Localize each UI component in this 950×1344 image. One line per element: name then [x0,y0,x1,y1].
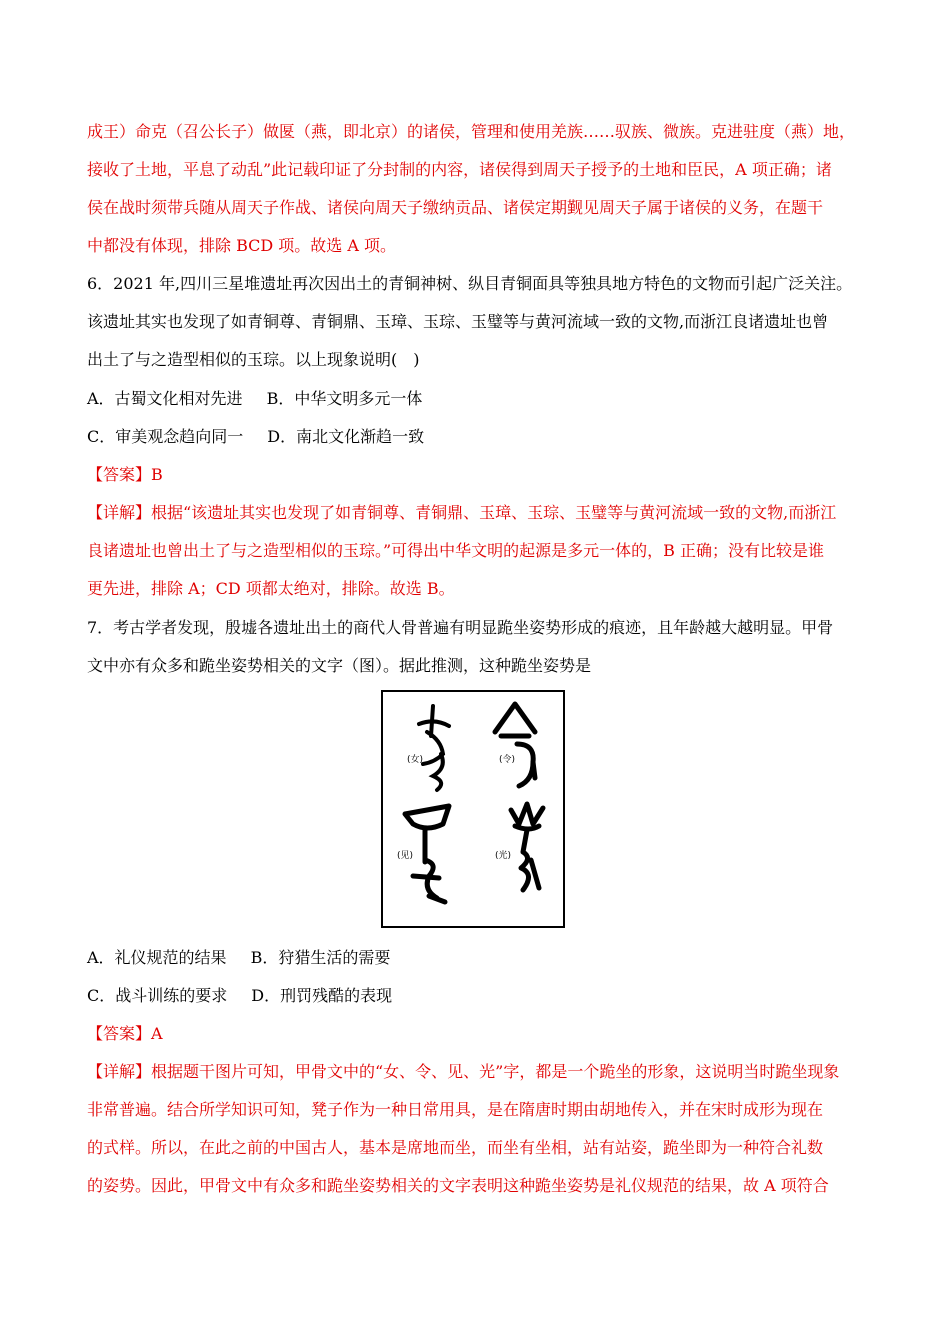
question-6-detail: 【详解】根据“该遗址其实也发现了如青铜尊、青铜鼎、玉璋、玉琮、玉璧等与黄河流域一致的文物,而浙江 [87,503,837,522]
question-6-detail: 良诸遗址也曾出土了与之造型相似的玉琮。”可得出中华文明的起源是多元一体的，B 正确；没有比较是谁 [87,541,825,560]
glyph-label-ling: (令) [499,755,516,765]
option-a: A．礼仪规范的结果 [87,948,227,967]
question-7-detail: 非常普遍。结合所学知识可知，凳子作为一种日常用具，是在隋唐时期由胡地传入，并在宋时成形为现在 [87,1100,824,1119]
question-6-stem: 6．2021 年,四川三星堆遗址再次因出土的青铜神树、纵目青铜面具等独具地方特色的文物而引起广泛关注。 [87,274,853,293]
question-7-options-row [87,985,867,1007]
option-c: C．战斗训练的要求 [87,986,228,1005]
oracle-bone-figure [381,690,565,928]
question-6-options-row [87,388,867,410]
glyph-label-guang: (光) [495,851,512,861]
question-7-stem: 文中亦有众多和跪坐姿势相关的文字（图）。据此推测，这种跪坐姿势是 [87,656,592,675]
explanation-line: 成王）命克（召公长子）做匽（燕，即北京）的诸侯，管理和使用羌族……驭族、微族。克进驻度（燕）地， [87,122,856,141]
explanation-line: 中都没有体现，排除 BCD 项。故选 A 项。 [87,236,397,255]
glyph-guang [511,804,543,890]
question-6-stem: 出土了与之造型相似的玉琮。以上现象说明( ) [87,350,420,369]
question-6-stem: 该遗址其实也发现了如青铜尊、青铜鼎、玉璋、玉琮、玉璧等与黄河流域一致的文物,而浙江良诸遗址也曾 [87,312,829,331]
question-7-answer: 【答案】A [87,1024,163,1043]
question-6-options-row [87,426,867,448]
explanation-line: 侯在战时须带兵随从周天子作战、诸侯向周天子缴纳贡品、诸侯定期觐见周天子属于诸侯的义务，在题干 [87,198,824,217]
question-7-options-row [87,947,867,969]
question-6-answer: 【答案】B [87,465,163,484]
question-7-detail: 的式样。所以，在此之前的中国古人，基本是席地而坐，而坐有坐相，站有站姿，跪坐即为一种符合礼数 [87,1138,824,1157]
glyph-nv [419,706,449,790]
explanation-line: 接收了土地，平息了动乱”此记载印证了分封制的内容，诸侯得到周天子授予的土地和臣民，A 项正确；诸 [87,160,832,179]
option-b: B．中华文明多元一体 [266,389,423,408]
glyph-label-nv: (女) [407,755,424,765]
question-7-stem: 7．考古学者发现，殷墟各遗址出土的商代人骨普遍有明显跪坐姿势形成的痕迹，且年龄越大越明显。甲骨 [87,618,834,637]
option-c: C．审美观念趋向同一 [87,427,244,446]
option-d: D．南北文化渐趋一致 [267,427,425,446]
question-7-detail: 【详解】根据题干图片可知，甲骨文中的“女、令、见、光”字，都是一个跪坐的形象，这说明当时跪坐现象 [87,1062,840,1081]
glyph-ling [495,704,535,786]
glyph-label-jian: (见) [397,851,414,861]
question-7-detail: 的姿势。因此，甲骨文中有众多和跪坐姿势相关的文字表明这种跪坐姿势是礼仪规范的结果，故 A 项符合 [87,1176,829,1195]
option-d: D．刑罚残酷的表现 [251,986,393,1005]
option-b: B．狩猎生活的需要 [250,948,391,967]
option-a: A．古蜀文化相对先进 [87,389,243,408]
oracle-bone-glyphs [383,692,563,926]
question-6-detail: 更先进，排除 A；CD 项都太绝对，排除。故选 B。 [87,579,455,598]
